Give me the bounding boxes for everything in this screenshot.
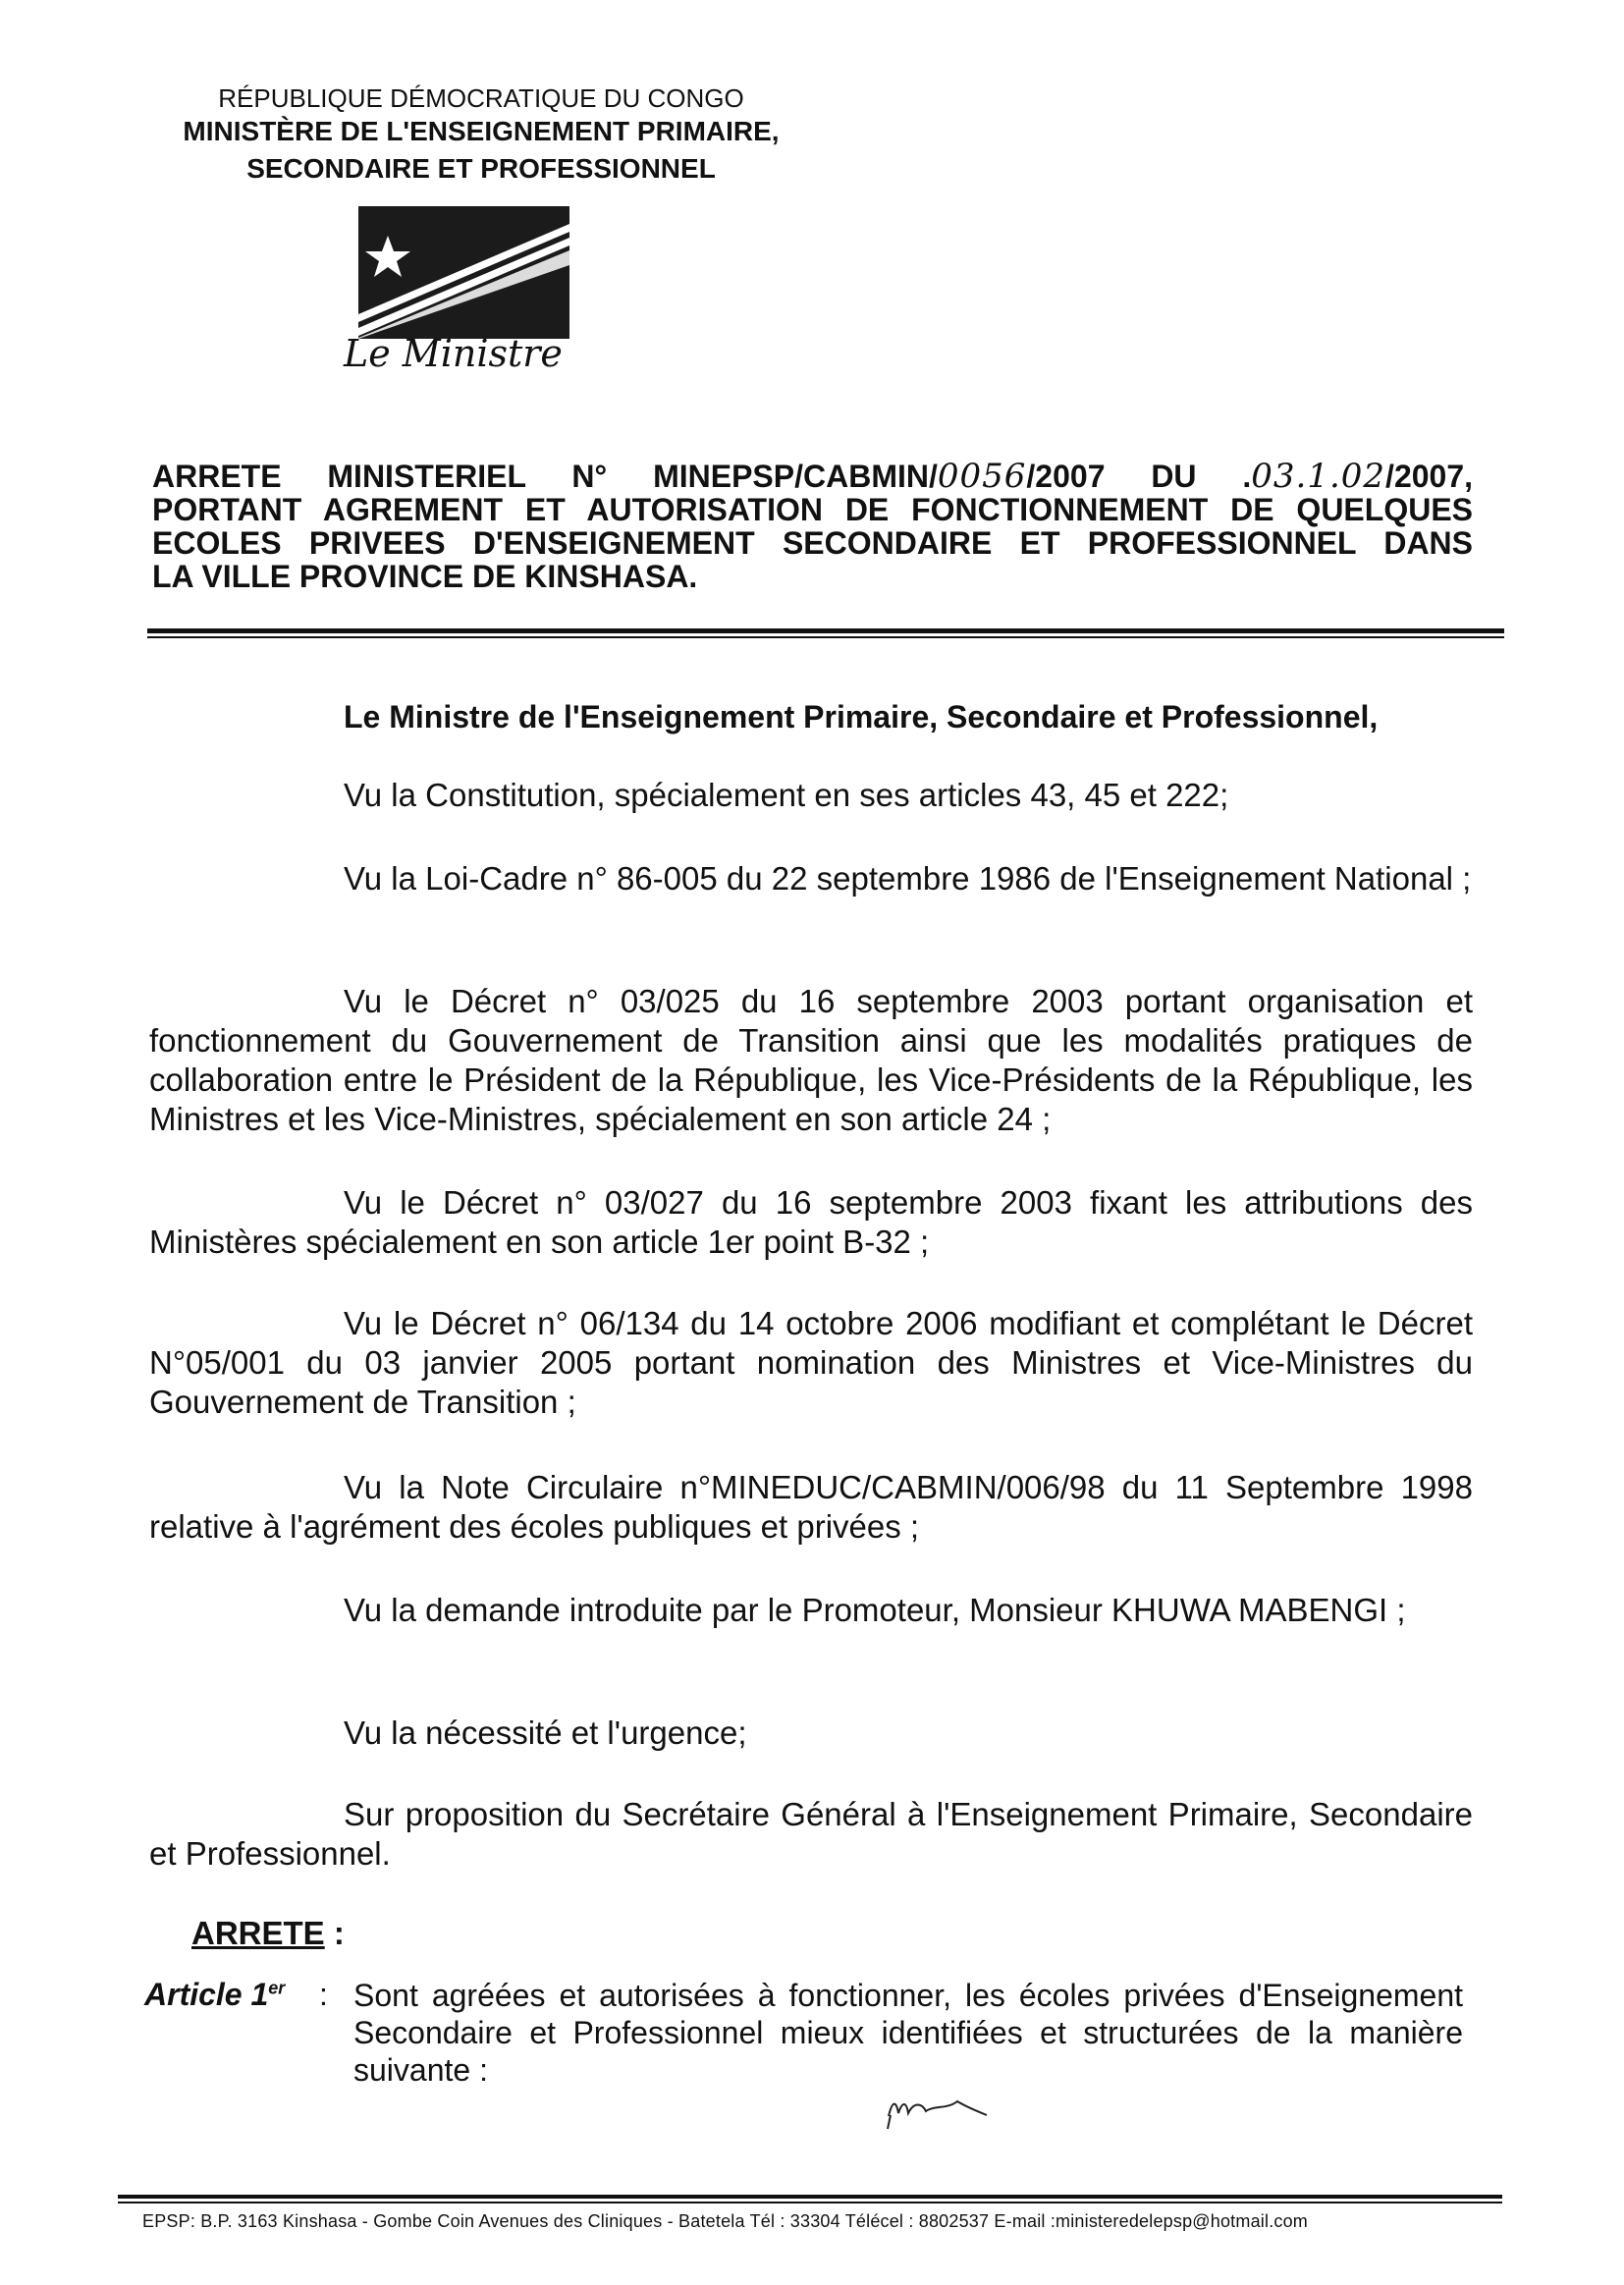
title-line1: ARRETE MINISTERIEL N° MINEPSP/CABMIN/0056/2007 DU .03.1.02/2007, <box>152 457 1474 496</box>
arrete-heading: ARRETE : <box>191 1915 345 1951</box>
consideration-decret-06-134: Vu le Décret n° 06/134 du 14 octobre 2006 modifiant et complétant le Décret N°05/001 du 03 janvier 2005 portant nomination des Ministres et Vice-Ministres du Gouvernement de Transition ; <box>149 1305 1473 1420</box>
ministry-name-line2: SECONDAIRE ET PROFESSIONNEL <box>246 153 716 184</box>
footer-divider <box>118 2195 1502 2199</box>
footer-contact: EPSP: B.P. 3163 Kinshasa - Gombe Coin Avenues des Cliniques - Batetela Tél : 33304 Télécel : 8802537 E-mail :ministeredelepsp@hotmail.com <box>142 2211 1308 2231</box>
consideration-proposition: Sur proposition du Secrétaire Général à l'Enseignement Primaire, Secondaire et Professionnel. <box>149 1796 1473 1872</box>
signatory-title: Le Ministre <box>344 332 563 375</box>
title-divider-thin <box>147 636 1504 638</box>
consideration-loi-cadre: Vu la Loi-Cadre n° 86-005 du 22 septembre 1986 de l'Enseignement National ; <box>344 860 1472 897</box>
footer-divider-thin <box>118 2202 1502 2203</box>
handwritten-initials-mark <box>879 2092 992 2131</box>
consideration-decret-03-027: Vu le Décret n° 03/027 du 16 septembre 2003 fixant les attributions des Ministères spécialement en son article 1er point B-32 ; <box>149 1184 1473 1260</box>
drc-flag-emblem <box>358 206 569 339</box>
title-line4: LA VILLE PROVINCE DE KINSHASA. <box>152 559 698 594</box>
intro-line: Le Ministre de l'Enseignement Primaire, Secondaire et Professionnel, <box>344 699 1379 734</box>
article-1-label: Article 1er <box>144 1977 286 2012</box>
article-1-colon: : <box>319 1977 328 2012</box>
title-line3: ECOLES PRIVEES D'ENSEIGNEMENT SECONDAIRE ET PROFESSIONNEL DANS <box>152 525 1473 561</box>
title-divider <box>147 628 1504 633</box>
article-1-text: Sont agréées et autorisées à fonctionner, les écoles privées d'Enseignement Secondaire et Professionnel mieux identifiées et structurées de la manière suivante : <box>353 1978 1463 2088</box>
handwritten-date: 03.1.02 <box>1251 457 1386 496</box>
decree-title <box>152 457 1474 594</box>
consideration-decret-03-025: Vu le Décret n° 03/025 du 16 septembre 2003 portant organisation et fonctionnement du Gouvernement de Transition ainsi que les modalités pratiques de collaboration entre le Président de la République, les Vice-Présidents de la République, les Ministres et les Vice-Ministres, spécialement en son article 24 ; <box>149 983 1473 1137</box>
consideration-necessite: Vu la nécessité et l'urgence; <box>344 1714 747 1751</box>
handwritten-number: 0056 <box>937 457 1027 496</box>
consideration-note-circulaire: Vu la Note Circulaire n°MINEDUC/CABMIN/006/98 du 11 Septembre 1998 relative à l'agrément des écoles publiques et privées ; <box>149 1469 1473 1545</box>
title-line2: PORTANT AGREMENT ET AUTORISATION DE FONCTIONNEMENT DE QUELQUES <box>152 492 1473 527</box>
consideration-constitution: Vu la Constitution, spécialement en ses articles 43, 45 et 222; <box>344 777 1229 813</box>
country-name: RÉPUBLIQUE DÉMOCRATIQUE DU CONGO <box>218 83 744 113</box>
consideration-demande: Vu la demande introduite par le Promoteur, Monsieur KHUWA MABENGI ; <box>344 1592 1406 1628</box>
ministry-name-line1: MINISTÈRE DE L'ENSEIGNEMENT PRIMAIRE, <box>183 116 780 146</box>
